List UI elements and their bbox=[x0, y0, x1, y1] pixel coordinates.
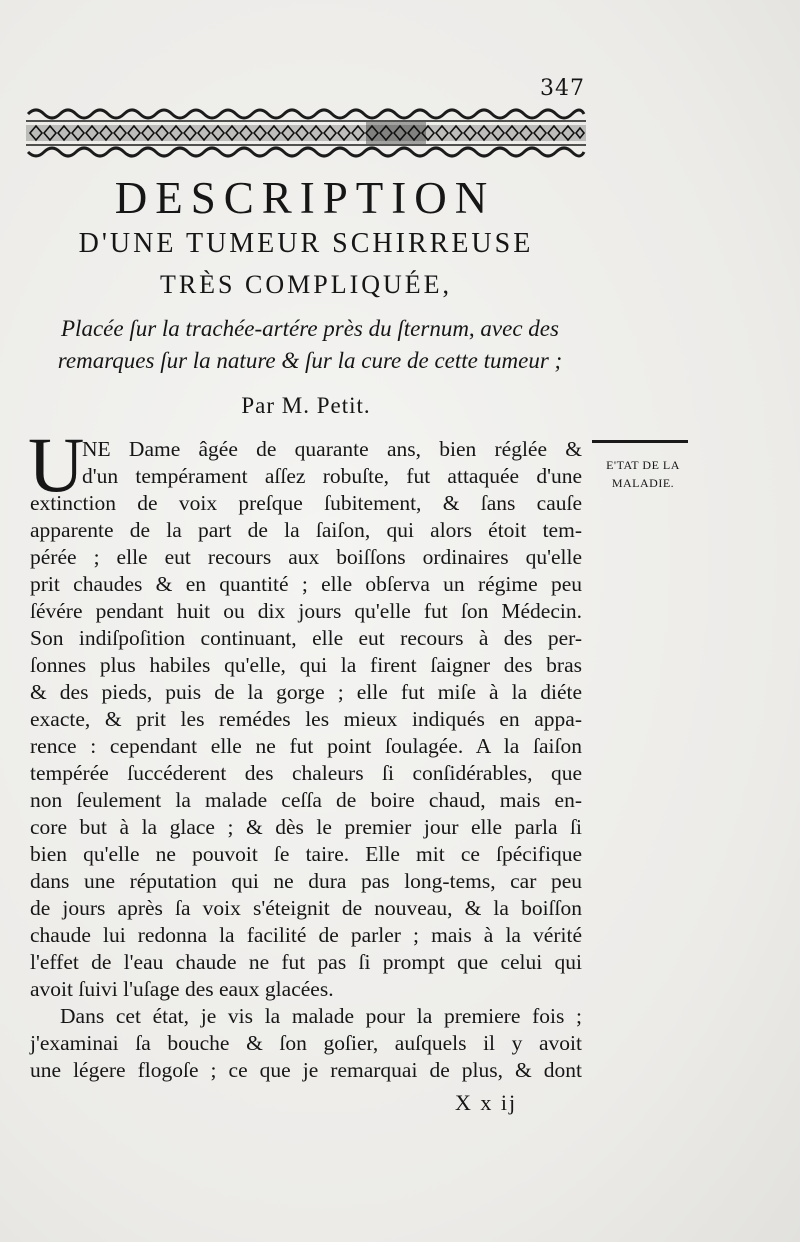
body-line: extinction de voix preſque ſubitement, & ſans cauſe bbox=[30, 491, 582, 515]
body-line: dans une réputation qui ne dura pas long-tems, car peu bbox=[30, 869, 582, 893]
body-line: l'effet de l'eau chaude ne fut pas ſi prompt que celui qui bbox=[30, 950, 582, 974]
body-line: non ſeulement la malade ceſſa de boire chaud, mais en- bbox=[30, 788, 582, 812]
body-line: exacte, & prit les remédes les mieux indiqués en appa- bbox=[30, 707, 582, 731]
body-line: bien qu'elle ne pouvoit ſe taire. Elle mit ce ſpécifique bbox=[30, 842, 582, 866]
body-line: ſonnes plus habiles qu'elle, qui la firent ſaigner des bras bbox=[30, 653, 582, 677]
body-line: Dans cet état, je vis la malade pour la premiere fois ; bbox=[60, 1004, 582, 1028]
title-description: DESCRIPTION bbox=[114, 173, 496, 223]
author-byline: Par M. Petit. bbox=[241, 393, 371, 418]
drop-cap: U bbox=[28, 421, 85, 508]
body-line: j'examinai ſa bouche & ſon goſier, auſquels il y avoit bbox=[30, 1031, 582, 1055]
body-line: rence : cependant elle ne fut point ſoulagée. A la ſaiſon bbox=[30, 734, 582, 758]
title-line-tumeur: D'UNE TUMEUR SCHIRREUSE bbox=[78, 228, 534, 259]
body-line: Son indiſpoſition continuant, elle eut recours à des per- bbox=[30, 626, 582, 650]
body-line: chaude lui redonna la facilité de parler ; mais à la vérité bbox=[30, 923, 582, 947]
subtitle-line: remarques ſur la nature & ſur la cure de cette tumeur ; bbox=[57, 348, 563, 373]
subtitle-line: Placée ſur la trachée-artére près du ſternum, avec des bbox=[61, 316, 559, 341]
body-line: une légere flogoſe ; ce que je remarquai de plus, & dont bbox=[30, 1058, 582, 1082]
body-line: & des pieds, puis de la gorge ; elle fut miſe à la diéte bbox=[30, 680, 582, 704]
body-line: NE Dame âgée de quarante ans, bien réglée & bbox=[82, 437, 582, 461]
page-number: 347 bbox=[540, 76, 585, 101]
margin-note-line: E'TAT DE LA bbox=[606, 458, 680, 472]
margin-note bbox=[591, 456, 695, 492]
body-line: de jours après ſa voix s'éteignit de nouveau, & la boiſſon bbox=[30, 896, 582, 920]
catchword: X x ij bbox=[455, 1090, 518, 1115]
body-line: ſévére pendant huit ou dix jours qu'elle fut ſon Médecin. bbox=[30, 599, 582, 623]
body-line: d'un tempérament aſſez robuſte, fut attaquée d'une bbox=[82, 464, 582, 488]
ornament-band bbox=[26, 104, 586, 162]
body-line: core but à la glace ; & dès le premier jour elle parla ſi bbox=[30, 815, 582, 839]
title-line-compliquee: TRÈS COMPLIQUÉE, bbox=[159, 270, 453, 299]
body-line: tempérée ſuccéderent des chaleurs ſi conſidérables, que bbox=[30, 761, 582, 785]
body-line: apparente de la part de la ſaiſon, qui alors étoit tem- bbox=[30, 518, 582, 542]
subtitle bbox=[30, 313, 590, 377]
body-line: pérée ; elle eut recours aux boiſſons ordinaires qu'elle bbox=[30, 545, 582, 569]
body-line: prit chaudes & en quantité ; elle obſerva un régime peu bbox=[30, 572, 582, 596]
body-line: avoit ſuivi l'uſage des eaux glacées. bbox=[30, 977, 334, 1001]
margin-note-line: MALADIE. bbox=[611, 476, 675, 490]
margin-rule bbox=[592, 440, 688, 443]
